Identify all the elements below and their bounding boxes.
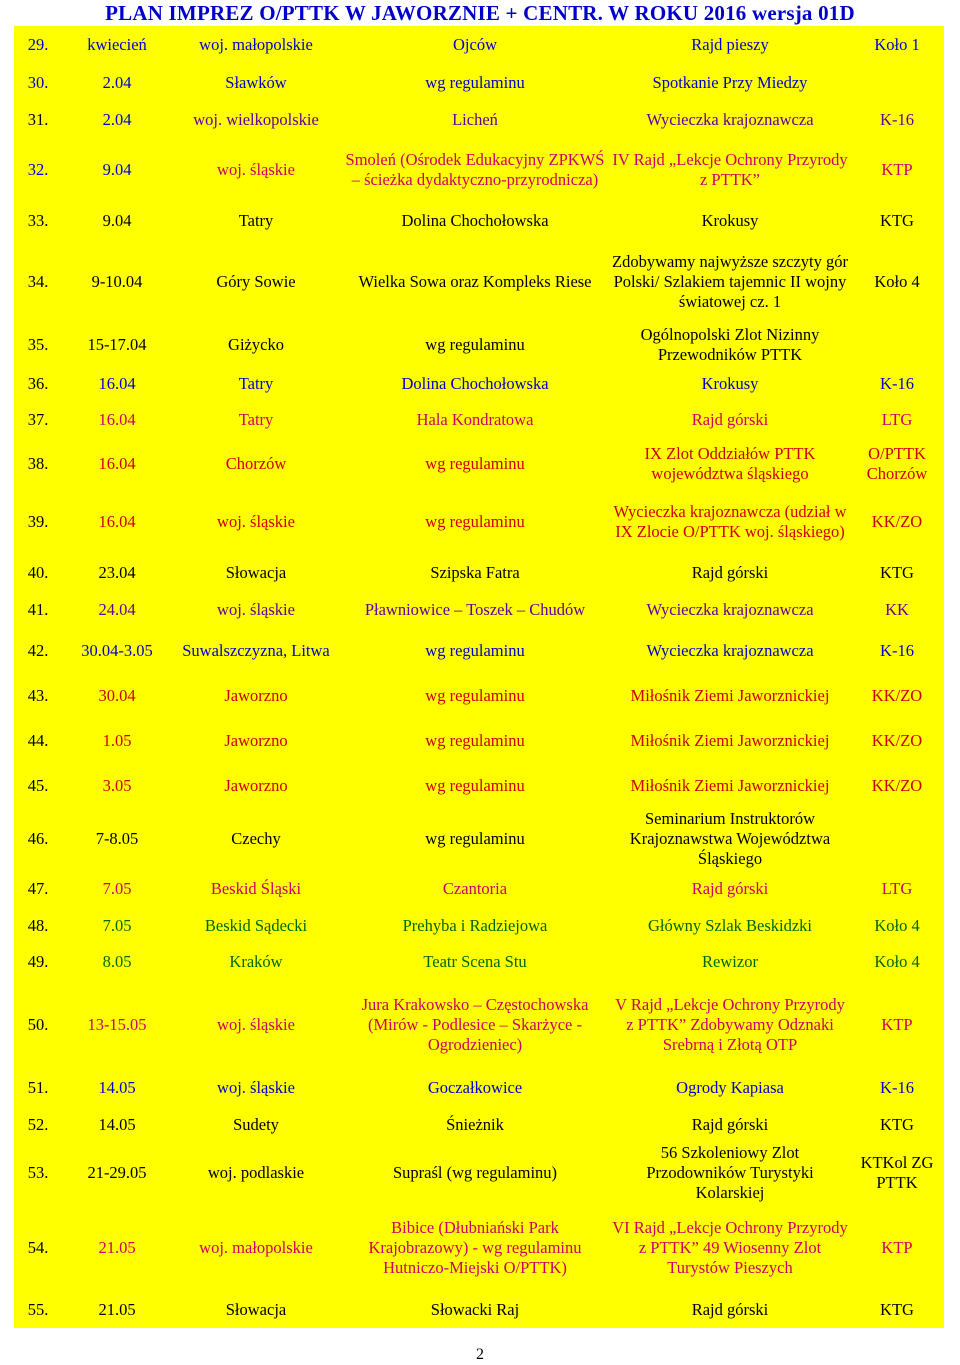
table-row	[14, 325, 944, 365]
event-date: 16.04	[98, 410, 136, 429]
event-date: 7-8.05	[95, 829, 139, 848]
event-place: Ojców	[453, 35, 497, 54]
event-place: Jura Krakowsko – Częstochowska (Mirów - Podlesice – Skarżyce - Ogrodzieniec)	[361, 994, 589, 1054]
event-organizer: Koło 4	[874, 272, 920, 291]
event-region: Beskid Sądecki	[204, 915, 308, 935]
event-type: IX Zlot Oddziałów PTTK województwa śląskiego	[644, 444, 816, 483]
event-organizer: K-16	[880, 373, 914, 393]
event-place: Pławniowice – Toszek – Chudów	[364, 599, 586, 619]
event-number: 53.	[27, 1163, 49, 1182]
event-number: 35.	[27, 335, 49, 354]
event-date: 21.05	[98, 1237, 136, 1257]
table-row	[14, 673, 944, 718]
table-row	[14, 808, 944, 870]
table-row	[14, 438, 944, 490]
event-type: Rajd pieszy	[691, 35, 769, 54]
event-type: Wycieczka krajoznawcza	[646, 599, 814, 619]
event-place: Słowacki Raj	[430, 1300, 520, 1319]
table-row	[14, 1292, 944, 1328]
event-type: Seminarium Instruktorów Krajoznawstwa Województwa Śląskiego	[629, 809, 831, 868]
event-number: 31.	[27, 109, 49, 129]
event-region: Kraków	[229, 952, 283, 971]
event-organizer	[850, 64, 944, 101]
event-number: 45.	[27, 775, 49, 795]
event-region: woj. śląskie	[217, 1014, 295, 1034]
event-number: 49.	[27, 952, 49, 971]
event-number: 52.	[27, 1114, 49, 1134]
event-region: Sudety	[233, 1114, 279, 1134]
event-place: wg regulaminu	[425, 775, 525, 795]
event-place: Śnieżnik	[446, 1114, 504, 1134]
event-organizer: KTKol ZG PTTK	[860, 1153, 934, 1192]
event-type: Zdobywamy najwyższe szczyty gór Polski/ Szlakiem tajemnic II wojny światowej cz. 1	[612, 252, 848, 311]
event-type: VI Rajd „Lekcje Ochrony Przyrody z PTTK” 49 Wiosenny Zlot Turystów Pieszych	[612, 1217, 848, 1277]
table-row	[14, 1203, 944, 1292]
event-region: Suwalszczyzna, Litwa	[182, 640, 330, 660]
event-organizer: KTG	[880, 562, 914, 582]
table-row	[14, 870, 944, 907]
page-number: 2	[476, 1346, 484, 1363]
event-place: wg regulaminu	[425, 829, 525, 848]
event-number: 39.	[27, 512, 49, 531]
event-place: wg regulaminu	[425, 335, 525, 354]
event-type: Spotkanie Przy Miedzy	[652, 72, 808, 92]
event-date: 24.04	[98, 599, 136, 619]
event-date: 21.05	[98, 1300, 136, 1319]
event-region: Beskid Śląski	[210, 878, 302, 898]
event-organizer: KTP	[881, 1237, 913, 1257]
event-place: Dolina Chochołowska	[401, 373, 549, 393]
event-date: 7.05	[102, 915, 132, 935]
table-row	[14, 763, 944, 808]
event-type: Rajd górski	[691, 1114, 769, 1134]
events-table	[14, 26, 944, 1328]
event-place: Goczałkowice	[427, 1077, 523, 1097]
event-place: Supraśl (wg regulaminu)	[392, 1163, 558, 1182]
event-organizer: Koło 4	[874, 915, 920, 935]
event-number: 38.	[27, 454, 49, 473]
event-number: 40.	[27, 562, 49, 582]
table-row	[14, 239, 944, 325]
event-organizer	[850, 325, 944, 365]
event-organizer: KK/ZO	[871, 685, 923, 705]
event-date: 2.04	[102, 109, 132, 129]
event-type: 56 Szkoleniowy Zlot Przodowników Turystyki Kolarskiej	[646, 1143, 814, 1202]
event-organizer: O/PTTK Chorzów	[866, 444, 928, 483]
table-row	[14, 628, 944, 673]
event-type: Rajd górski	[691, 1300, 769, 1319]
event-type: Rewizor	[702, 952, 758, 971]
event-organizer	[850, 808, 944, 870]
table-row	[14, 980, 944, 1069]
event-date: 23.04	[98, 562, 136, 582]
event-date: 7.05	[102, 878, 132, 898]
event-organizer: Koło 1	[874, 35, 920, 54]
event-place: Bibice (Dłubniański Park Krajobrazowy) - wg regulaminu Hutniczo-Miejski O/PTTK)	[368, 1217, 582, 1277]
event-organizer: LTG	[881, 410, 913, 429]
event-date: 2.04	[102, 72, 132, 92]
table-row	[14, 101, 944, 138]
event-number: 43.	[27, 685, 49, 705]
event-date: 3.05	[102, 775, 132, 795]
event-number: 42.	[27, 640, 49, 660]
event-type: Wycieczka krajoznawcza	[646, 640, 814, 660]
event-region: Jaworzno	[224, 685, 288, 705]
event-number: 34.	[27, 272, 49, 291]
event-number: 33.	[27, 210, 49, 230]
event-organizer: Koło 4	[874, 952, 920, 971]
event-date: 16.04	[98, 512, 136, 531]
event-region: woj. małopolskie	[199, 35, 313, 54]
event-type: Krokusy	[701, 210, 759, 230]
table-row	[14, 1143, 944, 1203]
event-organizer: KTG	[880, 1114, 914, 1134]
table-row	[14, 591, 944, 628]
table-row	[14, 202, 944, 239]
event-type: Główny Szlak Beskidzki	[647, 915, 813, 935]
event-place: Licheń	[452, 109, 498, 129]
event-type: Wycieczka krajoznawcza (udział w IX Zlocie O/PTTK woj. śląskiego)	[613, 502, 847, 541]
event-region: woj. śląskie	[217, 160, 295, 179]
table-row	[14, 490, 944, 554]
event-organizer: KTP	[881, 1014, 913, 1034]
event-number: 36.	[27, 373, 49, 393]
event-place: wg regulaminu	[425, 454, 525, 473]
event-type: Miłośnik Ziemi Jaworznickiej	[630, 685, 830, 705]
event-region: Słowacja	[225, 562, 287, 582]
event-place: Dolina Chochołowska	[401, 210, 549, 230]
event-place: wg regulaminu	[425, 640, 525, 660]
event-region: Czechy	[231, 829, 281, 848]
event-region: woj. śląskie	[217, 1077, 295, 1097]
event-place: Teatr Scena Stu	[423, 952, 527, 971]
event-number: 54.	[27, 1237, 49, 1257]
event-place: wg regulaminu	[425, 512, 525, 531]
event-date: 16.04	[98, 454, 136, 473]
table-row	[14, 907, 944, 944]
event-number: 50.	[27, 1014, 49, 1034]
page-title: PLAN IMPREZ O/PTTK W JAWORZNIE + CENTR. W ROKU 2016 wersja 01D	[105, 1, 855, 25]
event-place: wg regulaminu	[425, 72, 525, 92]
event-organizer: KTG	[880, 210, 914, 230]
event-organizer: KK	[885, 599, 909, 619]
event-date: 9-10.04	[91, 272, 143, 291]
event-date: kwiecień	[87, 35, 147, 54]
event-number: 37.	[27, 410, 49, 429]
table-row	[14, 138, 944, 202]
event-number: 55.	[27, 1300, 49, 1319]
event-organizer: K-16	[880, 109, 914, 129]
event-region: Tatry	[238, 410, 274, 429]
event-place: Prehyba i Radziejowa	[402, 915, 548, 935]
event-number: 30.	[27, 72, 49, 92]
event-date: 16.04	[98, 373, 136, 393]
table-row	[14, 402, 944, 438]
event-type: Miłośnik Ziemi Jaworznickiej	[630, 730, 830, 750]
table-row	[14, 64, 944, 101]
event-place: Szipska Fatra	[430, 562, 520, 582]
event-type: Wycieczka krajoznawcza	[646, 109, 814, 129]
event-region: Góry Sowie	[216, 272, 296, 291]
event-type: Rajd górski	[691, 410, 769, 429]
event-region: woj. małopolskie	[199, 1237, 313, 1257]
table-row	[14, 365, 944, 402]
event-region: Słowacja	[225, 1300, 287, 1319]
event-type: Krokusy	[701, 373, 759, 393]
event-region: Giżycko	[228, 335, 284, 354]
event-type: V Rajd „Lekcje Ochrony Przyrody z PTTK” Zdobywamy Odznaki Srebrną i Złotą OTP	[615, 994, 845, 1054]
event-date: 13-15.05	[87, 1014, 147, 1034]
table-row	[14, 1069, 944, 1106]
event-organizer: K-16	[880, 1077, 914, 1097]
event-organizer: KK/ZO	[871, 775, 923, 795]
event-date: 9.04	[102, 210, 132, 230]
event-region: Tatry	[238, 373, 274, 393]
event-date: 9.04	[102, 160, 132, 179]
event-date: 14.05	[98, 1077, 136, 1097]
table-row	[14, 718, 944, 763]
event-region: woj. podlaskie	[207, 1163, 305, 1182]
event-organizer: KTG	[880, 1300, 914, 1319]
event-date: 15-17.04	[87, 335, 147, 354]
event-place: wg regulaminu	[425, 730, 525, 750]
table-row	[14, 944, 944, 980]
event-type: Ogrody Kapiasa	[676, 1077, 784, 1097]
event-region: Sławków	[225, 72, 287, 92]
event-number: 48.	[27, 915, 49, 935]
event-date: 30.04	[98, 685, 136, 705]
event-number: 41.	[27, 599, 49, 619]
event-region: woj. śląskie	[217, 512, 295, 531]
event-date: 30.04-3.05	[81, 640, 153, 660]
event-type: Miłośnik Ziemi Jaworznickiej	[630, 775, 830, 795]
event-date: 21-29.05	[87, 1163, 147, 1182]
event-organizer: KK/ZO	[871, 512, 923, 531]
event-region: Jaworzno	[224, 775, 288, 795]
event-type: Ogólnopolski Zlot Nizinny Przewodników PTTK	[640, 325, 820, 364]
event-number: 51.	[27, 1077, 49, 1097]
event-number: 44.	[27, 730, 49, 750]
event-number: 46.	[27, 829, 49, 848]
event-place: wg regulaminu	[425, 685, 525, 705]
event-type: Rajd górski	[691, 878, 769, 898]
event-date: 1.05	[102, 730, 132, 750]
event-place: Wielka Sowa oraz Kompleks Riese	[358, 272, 592, 291]
event-organizer: LTG	[881, 878, 913, 898]
event-region: woj. wielkopolskie	[193, 109, 319, 129]
event-number: 47.	[27, 878, 49, 898]
table-row	[14, 554, 944, 591]
event-place: Hala Kondratowa	[416, 410, 534, 429]
event-organizer: KK/ZO	[871, 730, 923, 750]
event-place: Smoleń (Ośrodek Edukacyjny ZPKWŚ – ścieżka dydaktyczno-przyrodnicza)	[345, 150, 605, 189]
event-type: Rajd górski	[691, 562, 769, 582]
table-row	[14, 26, 944, 64]
event-number: 29.	[27, 35, 49, 54]
event-region: Jaworzno	[224, 730, 288, 750]
table-row	[14, 1106, 944, 1143]
event-place: Czantoria	[442, 878, 508, 898]
event-organizer: KTP	[881, 160, 913, 179]
event-region: Tatry	[238, 210, 274, 230]
event-organizer: K-16	[880, 640, 914, 660]
event-number: 32.	[27, 160, 49, 179]
event-type: IV Rajd „Lekcje Ochrony Przyrody z PTTK”	[612, 150, 848, 189]
event-region: woj. śląskie	[217, 599, 295, 619]
event-date: 8.05	[102, 952, 132, 971]
event-date: 14.05	[98, 1114, 136, 1134]
event-region: Chorzów	[225, 454, 287, 473]
